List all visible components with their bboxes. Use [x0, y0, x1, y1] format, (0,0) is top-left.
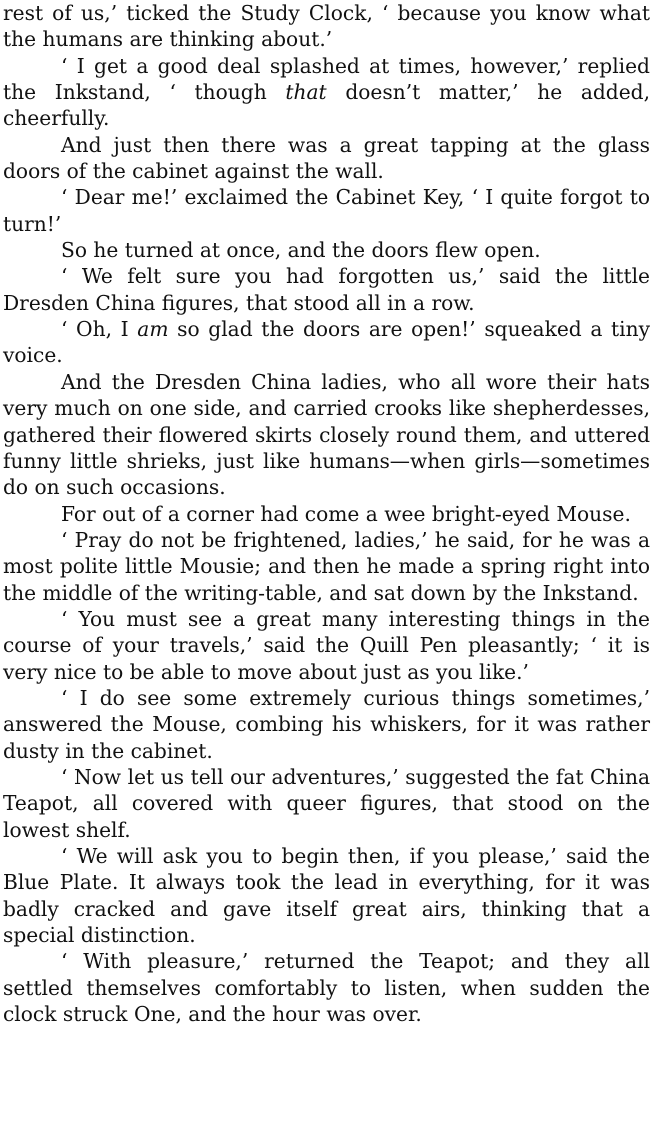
paragraph [3, 263, 650, 316]
italic-text: am [137, 317, 169, 342]
paragraph [3, 53, 650, 132]
paragraph-text: And just then there was a great tapping at the glass doors of the cabinet against the wall. [3, 132, 650, 184]
paragraph-text: rest of us,’ ticked the Study Clock, ‘ because you know what the humans are thinking about.’ [3, 1, 650, 52]
paragraph [3, 501, 650, 527]
paragraph [3, 184, 650, 237]
paragraph-text: ‘ Oh, I [61, 317, 138, 342]
paragraph [3, 606, 650, 685]
paragraph [3, 764, 650, 843]
paragraph [3, 237, 650, 263]
paragraph [3, 948, 650, 1027]
paragraph [3, 843, 650, 948]
paragraph [3, 316, 650, 369]
paragraph [3, 527, 650, 606]
paragraph-text: ‘ I get a good deal splashed at times, however,’ replied the Inkstand, ‘ though [3, 53, 650, 105]
paragraph-text: ‘ Now let us tell our adventures,’ suggested the fat China Teapot, all covered with queer figures, that stood on the lowest shelf. [3, 764, 650, 842]
paragraph-text: doesn’t matter,’ he added, cheerfully. [3, 80, 650, 131]
italic-text: that [285, 80, 327, 105]
paragraph [3, 369, 650, 501]
paragraph-text: ‘ We felt sure you had forgotten us,’ said the little Dresden China figures, that stood all in a row. [3, 264, 650, 315]
paragraph [3, 0, 650, 53]
paragraph-text: So he turned at once, and the doors flew open. [61, 238, 541, 263]
paragraph-text: ‘ We will ask you to begin then, if you please,’ said the Blue Plate. It always took the lead in everything, for it was badly cracked and gave itself great airs, thinking that a special distinction. [3, 844, 650, 948]
paragraph-text: ‘ Dear me!’ exclaimed the Cabinet Key, ‘ I quite forgot to turn!’ [3, 185, 650, 236]
paragraph [3, 685, 650, 764]
paragraph-text: ‘ I do see some extremely curious things sometimes,’ answered the Mouse, combing his whiskers, for it was rather dusty in the cabinet. [3, 685, 650, 763]
paragraph-text: ‘ Pray do not be frightened, ladies,’ he said, for he was a most polite little Mousie; and then he made a spring right into the middle of the writing-table, and sat down by the Inkstand. [3, 527, 650, 605]
page-body-text [3, 0, 650, 1027]
paragraph-text: For out of a corner had come a wee bright-eyed Mouse. [61, 501, 631, 526]
paragraph [3, 132, 650, 185]
paragraph-text: so glad the doors are open!’ squeaked a tiny voice. [3, 317, 650, 368]
paragraph-text: And the Dresden China ladies, who all wore their hats very much on one side, and carried crooks like shepherdesses, gathered their flowered skirts closely round them, and uttered funny little shrieks, just like humans—when girls—sometimes do on such occasions. [3, 369, 650, 500]
paragraph-text: ‘ With pleasure,’ returned the Teapot; and they all settled themselves comfortably to listen, when sudden the clock struck One, and the hour was over. [3, 949, 650, 1027]
paragraph-text: ‘ You must see a great many interesting things in the course of your travels,’ said the Quill Pen pleasantly; ‘ it is very nice to be able to move about just as you like.’ [3, 606, 650, 684]
